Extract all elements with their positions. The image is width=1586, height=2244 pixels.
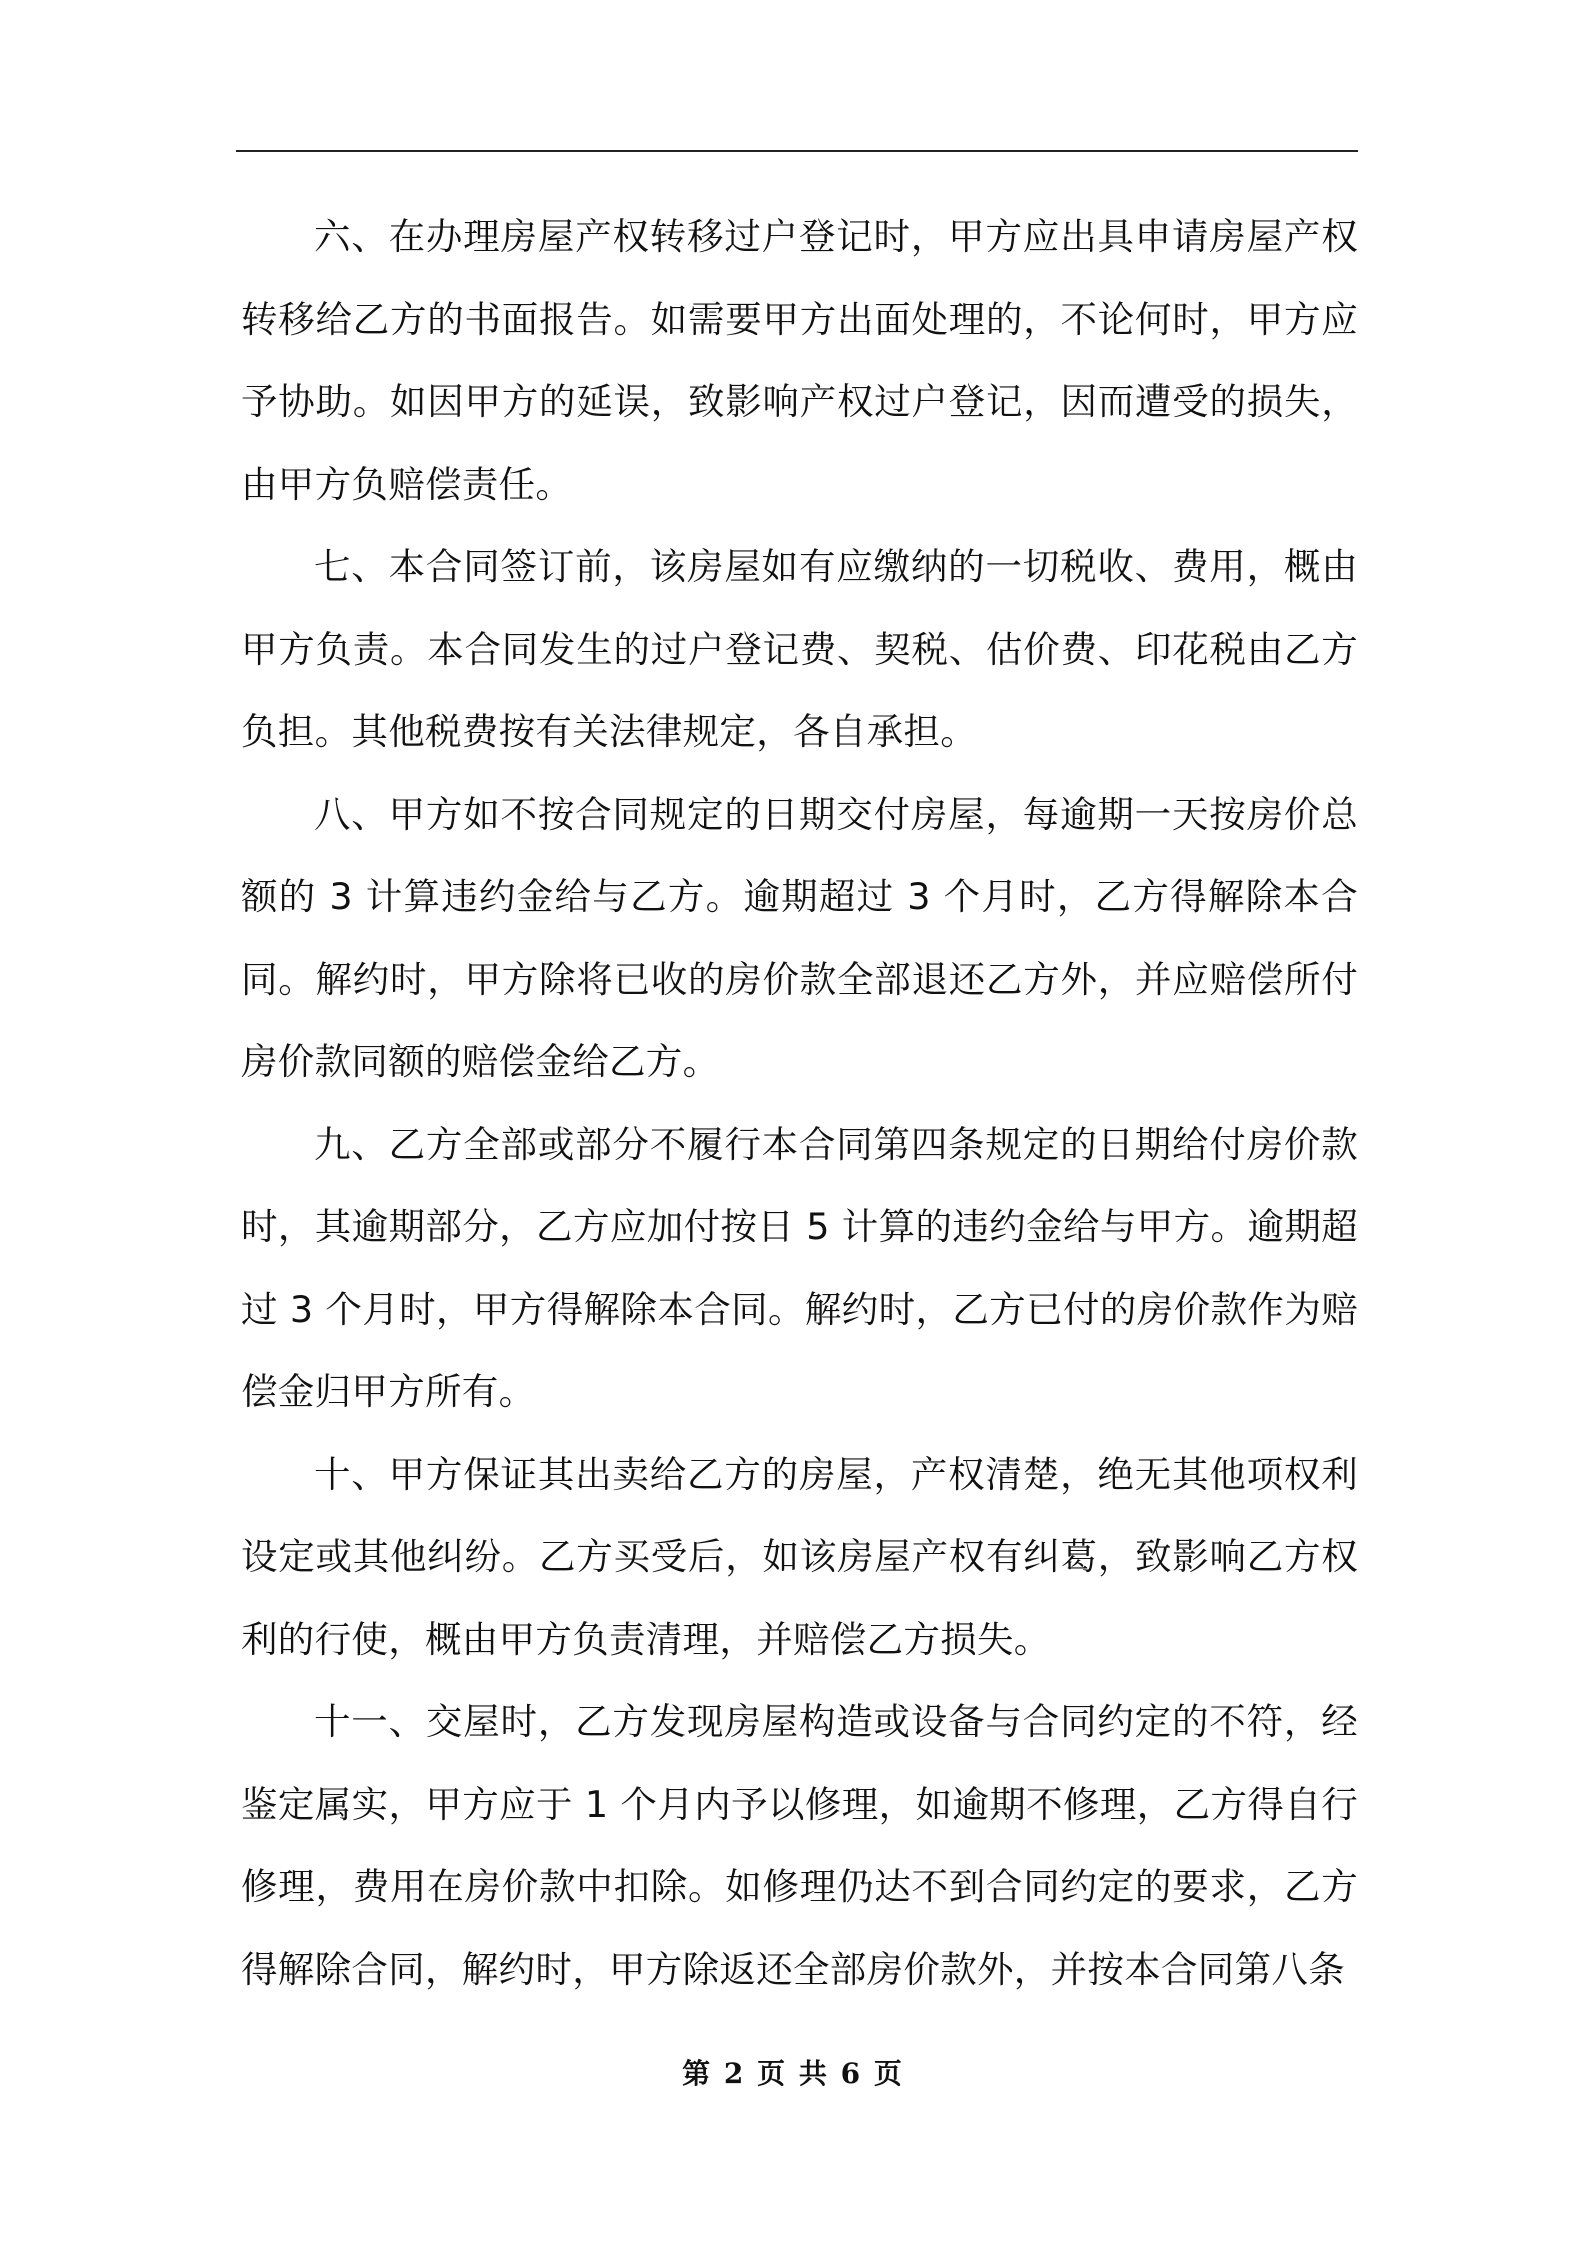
clause-8-paragraph: 八、甲方如不按合同规定的日期交付房屋，每逾期一天按房价总额的 3 计算违约金给与乙方。逾期超过 3 个月时，乙方得解除本合同。解约时，甲方除将已收的房价款全部退还乙方外，并应赔偿所付房价款同额的赔偿金给乙方。 [241,792,1358,1083]
clause-11-paragraph: 十一、交屋时，乙方发现房屋构造或设备与合同约定的不符，经鉴定属实，甲方应于 1 个月内予以修理，如逾期不修理，乙方得自行修理，费用在房价款中扣除。如修理仍达不到合同约定的要求，乙方得解除合同，解约时，甲方除返还全部房价款外，并按本合同第八条 [241,1700,1358,1991]
page-number-footer: 第 2 页 共 6 页 [682,2057,904,2090]
clause-7-paragraph: 七、本合同签订前，该房屋如有应缴纳的一切税收、费用，概由甲方负责。本合同发生的过户登记费、契税、估价费、印花税由乙方负担。其他税费按有关法律规定，各自承担。 [241,545,1358,753]
header-rule [236,150,1358,152]
document-body [241,196,1358,2011]
clause-10-paragraph: 十、甲方保证其出卖给乙方的房屋，产权清楚，绝无其他项权利设定或其他纠纷。乙方买受后，如该房屋产权有纠葛，致影响乙方权利的行使，概由甲方负责清理，并赔偿乙方损失。 [241,1452,1358,1661]
clause-6-paragraph: 六、在办理房屋产权转移过户登记时，甲方应出具申请房屋产权转移给乙方的书面报告。如需要甲方出面处理的，不论何时，甲方应予协助。如因甲方的延误，致影响产权过户登记，因而遭受的损失，由甲方负赔偿责任。 [241,215,1358,506]
clause-9-paragraph: 九、乙方全部或部分不履行本合同第四条规定的日期给付房价款时，其逾期部分，乙方应加付按日 5 计算的违约金给与甲方。逾期超过 3 个月时，甲方得解除本合同。解约时，乙方已付的房价款作为赔偿金归甲方所有。 [241,1122,1358,1413]
